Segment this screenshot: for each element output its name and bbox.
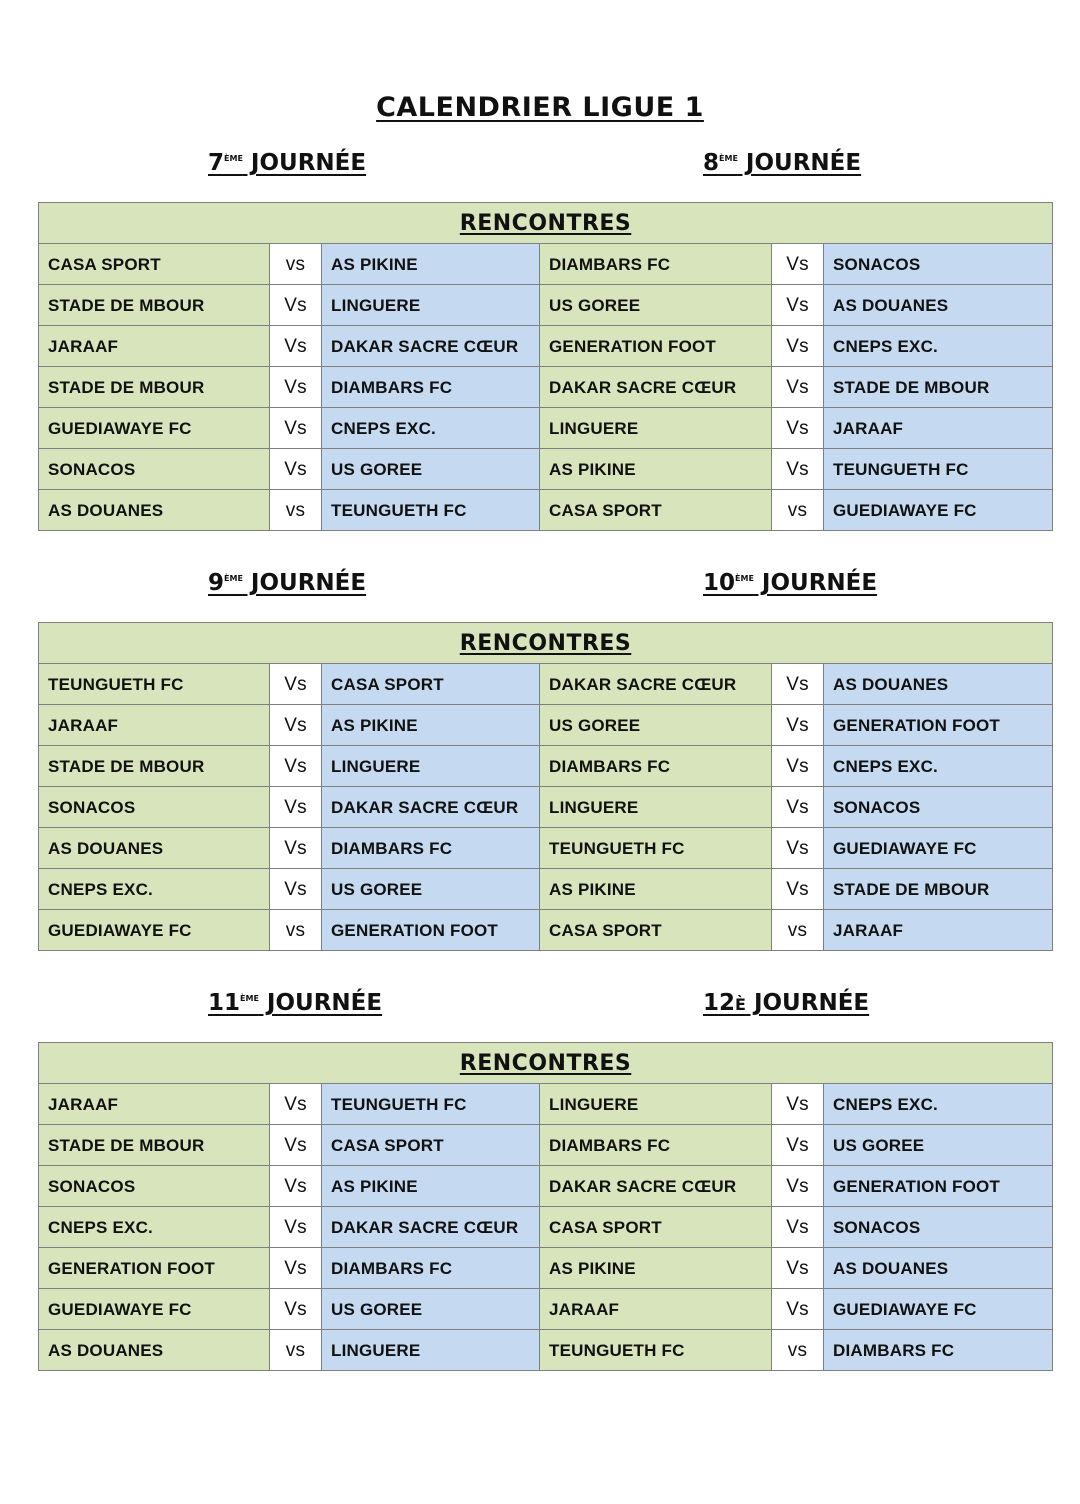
away-team-left: DAKAR SACRE CŒUR xyxy=(322,326,540,367)
table-header-row xyxy=(39,623,1053,664)
fixture-row xyxy=(39,244,1053,285)
versus-right: Vs xyxy=(772,787,824,828)
away-team-right: SONACOS xyxy=(824,244,1053,285)
versus-right: Vs xyxy=(772,828,824,869)
away-team-left: AS PIKINE xyxy=(322,244,540,285)
home-team-right: LINGUERE xyxy=(540,408,772,449)
home-team-right: DAKAR SACRE CŒUR xyxy=(540,664,772,705)
away-team-right: SONACOS xyxy=(824,787,1053,828)
versus-right: Vs xyxy=(772,869,824,910)
matchday-number: 8 xyxy=(703,150,720,176)
schedule-section-1 xyxy=(38,150,1052,531)
home-team-right: JARAAF xyxy=(540,1289,772,1330)
versus-right: Vs xyxy=(772,746,824,787)
fixture-row xyxy=(39,1248,1053,1289)
fixtures-table xyxy=(38,622,1053,951)
home-team-left: SONACOS xyxy=(39,449,270,490)
versus-right: Vs xyxy=(772,664,824,705)
page-title: CALENDRIER LIGUE 1 xyxy=(376,92,704,123)
home-team-right: TEUNGUETH FC xyxy=(540,828,772,869)
versus-right: Vs xyxy=(772,449,824,490)
fixture-row xyxy=(39,787,1053,828)
matchday-number: 9 xyxy=(208,570,225,596)
rencontres-header: RENCONTRES xyxy=(39,623,1053,664)
versus-right: Vs xyxy=(772,285,824,326)
home-team-left: GUEDIAWAYE FC xyxy=(39,910,270,951)
away-team-right: CNEPS EXC. xyxy=(824,326,1053,367)
home-team-left: SONACOS xyxy=(39,1166,270,1207)
fixture-row xyxy=(39,367,1053,408)
home-team-left: STADE DE MBOUR xyxy=(39,1125,270,1166)
matchday-word: JOURNÉE xyxy=(242,570,367,596)
away-team-right: GUEDIAWAYE FC xyxy=(824,828,1053,869)
away-team-left: GENERATION FOOT xyxy=(322,910,540,951)
versus-left: Vs xyxy=(270,746,322,787)
matchday-suffix: ème xyxy=(224,150,243,164)
away-team-right: JARAAF xyxy=(824,408,1053,449)
versus-left: Vs xyxy=(270,664,322,705)
versus-right: vs xyxy=(772,910,824,951)
home-team-right: AS PIKINE xyxy=(540,869,772,910)
versus-right: Vs xyxy=(772,1248,824,1289)
versus-left: Vs xyxy=(270,367,322,408)
home-team-left: STADE DE MBOUR xyxy=(39,285,270,326)
away-team-left: TEUNGUETH FC xyxy=(322,490,540,531)
versus-right: Vs xyxy=(772,1166,824,1207)
fixture-row xyxy=(39,1084,1053,1125)
matchday-number: 11 xyxy=(208,990,241,1016)
away-team-right: SONACOS xyxy=(824,1207,1053,1248)
home-team-left: STADE DE MBOUR xyxy=(39,746,270,787)
home-team-right: AS PIKINE xyxy=(540,449,772,490)
away-team-left: CASA SPORT xyxy=(322,1125,540,1166)
versus-left: Vs xyxy=(270,1084,322,1125)
fixture-row xyxy=(39,1330,1053,1371)
versus-right: Vs xyxy=(772,1289,824,1330)
away-team-left: US GOREE xyxy=(322,1289,540,1330)
schedule-section-3 xyxy=(38,990,1052,1371)
home-team-right: DIAMBARS FC xyxy=(540,1125,772,1166)
home-team-right: GENERATION FOOT xyxy=(540,326,772,367)
away-team-left: DIAMBARS FC xyxy=(322,367,540,408)
versus-left: Vs xyxy=(270,1207,322,1248)
home-team-left: AS DOUANES xyxy=(39,828,270,869)
home-team-left: JARAAF xyxy=(39,705,270,746)
fixture-row xyxy=(39,705,1053,746)
away-team-right: STADE DE MBOUR xyxy=(824,367,1053,408)
fixture-row xyxy=(39,285,1053,326)
versus-left: Vs xyxy=(270,408,322,449)
versus-right: vs xyxy=(772,490,824,531)
matchday-word: JOURNÉE xyxy=(745,990,870,1016)
away-team-right: AS DOUANES xyxy=(824,664,1053,705)
matchday-suffix: ème xyxy=(224,570,243,584)
matchday-suffix: ème xyxy=(735,570,754,584)
away-team-left: US GOREE xyxy=(322,869,540,910)
versus-left: Vs xyxy=(270,326,322,367)
matchday-headings xyxy=(38,150,1052,200)
home-team-left: CASA SPORT xyxy=(39,244,270,285)
versus-left: Vs xyxy=(270,705,322,746)
home-team-right: CASA SPORT xyxy=(540,1207,772,1248)
versus-left: Vs xyxy=(270,869,322,910)
fixture-row xyxy=(39,869,1053,910)
versus-right: Vs xyxy=(772,1084,824,1125)
away-team-right: CNEPS EXC. xyxy=(824,1084,1053,1125)
versus-left: Vs xyxy=(270,1289,322,1330)
versus-left: Vs xyxy=(270,787,322,828)
matchday-headings xyxy=(38,990,1052,1040)
home-team-left: AS DOUANES xyxy=(39,1330,270,1371)
away-team-right: GUEDIAWAYE FC xyxy=(824,490,1053,531)
away-team-left: DAKAR SACRE CŒUR xyxy=(322,787,540,828)
away-team-left: US GOREE xyxy=(322,449,540,490)
table-header-row xyxy=(39,1043,1053,1084)
away-team-left: CNEPS EXC. xyxy=(322,408,540,449)
schedule-section-2 xyxy=(38,570,1052,951)
matchday-word: JOURNÉE xyxy=(737,150,862,176)
versus-left: Vs xyxy=(270,449,322,490)
home-team-right: LINGUERE xyxy=(540,1084,772,1125)
away-team-right: GENERATION FOOT xyxy=(824,1166,1053,1207)
versus-left: vs xyxy=(270,244,322,285)
home-team-left: CNEPS EXC. xyxy=(39,869,270,910)
home-team-right: US GOREE xyxy=(540,285,772,326)
matchday-title-left xyxy=(208,150,366,176)
rencontres-header: RENCONTRES xyxy=(39,1043,1053,1084)
matchday-number: 10 xyxy=(703,570,736,596)
versus-right: Vs xyxy=(772,705,824,746)
away-team-right: STADE DE MBOUR xyxy=(824,869,1053,910)
matchday-number: 12è xyxy=(703,990,746,1016)
away-team-left: DIAMBARS FC xyxy=(322,1248,540,1289)
matchday-title-left xyxy=(208,570,366,596)
versus-left: vs xyxy=(270,1330,322,1371)
away-team-right: CNEPS EXC. xyxy=(824,746,1053,787)
table-header-row xyxy=(39,203,1053,244)
fixture-row xyxy=(39,1207,1053,1248)
versus-left: Vs xyxy=(270,1125,322,1166)
home-team-left: JARAAF xyxy=(39,1084,270,1125)
fixture-row xyxy=(39,1125,1053,1166)
fixture-row xyxy=(39,828,1053,869)
away-team-left: DIAMBARS FC xyxy=(322,828,540,869)
matchday-title-left xyxy=(208,990,382,1016)
versus-right: Vs xyxy=(772,1207,824,1248)
home-team-right: CASA SPORT xyxy=(540,910,772,951)
matchday-title-right xyxy=(703,570,877,596)
away-team-left: LINGUERE xyxy=(322,1330,540,1371)
home-team-left: AS DOUANES xyxy=(39,490,270,531)
versus-right: Vs xyxy=(772,1125,824,1166)
away-team-left: TEUNGUETH FC xyxy=(322,1084,540,1125)
versus-right: Vs xyxy=(772,326,824,367)
matchday-word: JOURNÉE xyxy=(258,990,383,1016)
versus-left: Vs xyxy=(270,1166,322,1207)
versus-left: Vs xyxy=(270,285,322,326)
home-team-right: DIAMBARS FC xyxy=(540,244,772,285)
fixtures-table xyxy=(38,202,1053,531)
home-team-left: GUEDIAWAYE FC xyxy=(39,1289,270,1330)
away-team-left: LINGUERE xyxy=(322,285,540,326)
versus-left: vs xyxy=(270,910,322,951)
fixture-row xyxy=(39,326,1053,367)
away-team-left: DAKAR SACRE CŒUR xyxy=(322,1207,540,1248)
away-team-right: GUEDIAWAYE FC xyxy=(824,1289,1053,1330)
matchday-word: JOURNÉE xyxy=(242,150,367,176)
fixture-row xyxy=(39,1289,1053,1330)
home-team-right: LINGUERE xyxy=(540,787,772,828)
away-team-left: AS PIKINE xyxy=(322,705,540,746)
matchday-suffix: ème xyxy=(719,150,738,164)
matchday-number: 7 xyxy=(208,150,225,176)
home-team-left: GENERATION FOOT xyxy=(39,1248,270,1289)
home-team-right: TEUNGUETH FC xyxy=(540,1330,772,1371)
home-team-right: AS PIKINE xyxy=(540,1248,772,1289)
home-team-right: US GOREE xyxy=(540,705,772,746)
versus-left: Vs xyxy=(270,828,322,869)
home-team-right: CASA SPORT xyxy=(540,490,772,531)
fixture-row xyxy=(39,910,1053,951)
fixture-row xyxy=(39,408,1053,449)
fixtures-table xyxy=(38,1042,1053,1371)
home-team-left: CNEPS EXC. xyxy=(39,1207,270,1248)
versus-right: Vs xyxy=(772,408,824,449)
versus-left: vs xyxy=(270,490,322,531)
matchday-title-right xyxy=(703,990,869,1016)
away-team-right: DIAMBARS FC xyxy=(824,1330,1053,1371)
fixture-row xyxy=(39,449,1053,490)
rencontres-header: RENCONTRES xyxy=(39,203,1053,244)
home-team-right: DAKAR SACRE CŒUR xyxy=(540,367,772,408)
away-team-left: CASA SPORT xyxy=(322,664,540,705)
away-team-right: AS DOUANES xyxy=(824,285,1053,326)
matchday-headings xyxy=(38,570,1052,620)
fixture-row xyxy=(39,664,1053,705)
away-team-right: TEUNGUETH FC xyxy=(824,449,1053,490)
matchday-title-right xyxy=(703,150,861,176)
away-team-left: LINGUERE xyxy=(322,746,540,787)
home-team-left: JARAAF xyxy=(39,326,270,367)
home-team-left: TEUNGUETH FC xyxy=(39,664,270,705)
versus-right: Vs xyxy=(772,367,824,408)
versus-left: Vs xyxy=(270,1248,322,1289)
home-team-left: STADE DE MBOUR xyxy=(39,367,270,408)
home-team-left: GUEDIAWAYE FC xyxy=(39,408,270,449)
fixture-row xyxy=(39,1166,1053,1207)
home-team-left: SONACOS xyxy=(39,787,270,828)
fixture-row xyxy=(39,490,1053,531)
home-team-right: DAKAR SACRE CŒUR xyxy=(540,1166,772,1207)
versus-right: Vs xyxy=(772,244,824,285)
matchday-word: JOURNÉE xyxy=(753,570,878,596)
home-team-right: DIAMBARS FC xyxy=(540,746,772,787)
matchday-suffix: ème xyxy=(240,990,259,1004)
away-team-right: AS DOUANES xyxy=(824,1248,1053,1289)
fixture-row xyxy=(39,746,1053,787)
away-team-right: US GOREE xyxy=(824,1125,1053,1166)
away-team-left: AS PIKINE xyxy=(322,1166,540,1207)
versus-right: vs xyxy=(772,1330,824,1371)
away-team-right: JARAAF xyxy=(824,910,1053,951)
away-team-right: GENERATION FOOT xyxy=(824,705,1053,746)
